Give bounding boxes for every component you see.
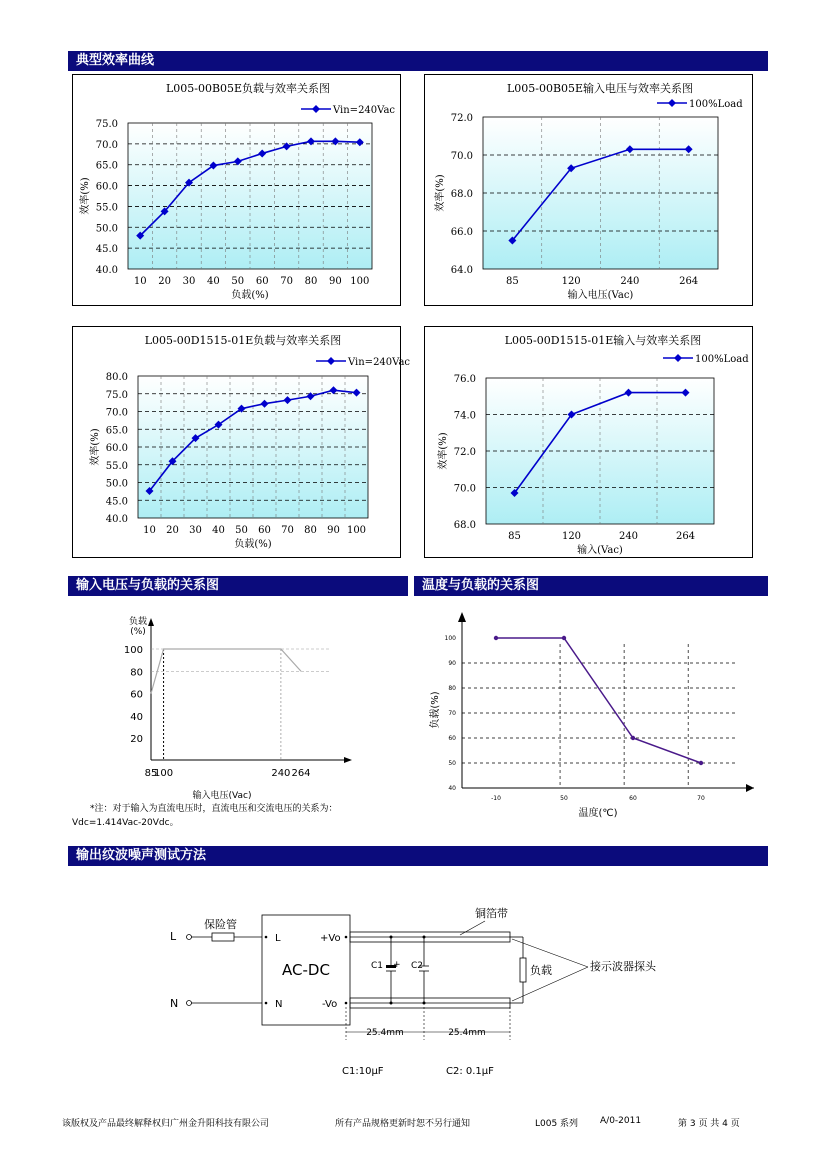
x-tick-label: -10 <box>491 795 501 802</box>
x-axis-label: 温度(℃) <box>578 808 618 819</box>
x-tick-label: 30 <box>189 525 202 536</box>
load-label: 负载 <box>530 964 552 977</box>
x-tick-label: 120 <box>561 276 581 287</box>
data-point <box>699 761 703 765</box>
fuse-label: 保险管 <box>204 918 237 931</box>
legend-marker <box>327 357 335 365</box>
x-tick-label: 10 <box>133 276 147 287</box>
temp-load-chart <box>414 600 768 830</box>
chart-3-box <box>72 326 411 558</box>
chart-4-svg <box>425 327 752 557</box>
y-tick-label: 60.0 <box>95 181 118 193</box>
x-tick-label: 80 <box>304 276 318 287</box>
chart-2-svg <box>425 75 752 305</box>
x-tick-label: 60 <box>258 525 271 536</box>
pin-neg-out: -Vo <box>322 999 338 1010</box>
line-L-label: L <box>170 930 177 943</box>
y-tick-label: 20 <box>130 734 143 745</box>
chart-2-box <box>424 74 753 306</box>
y-tick-label: 50.0 <box>105 478 128 490</box>
chart-title: L005-00D1515-01E负载与效率关系图 <box>144 334 342 347</box>
ac-dc-label: AC-DC <box>282 961 330 979</box>
chart-3-svg <box>73 327 411 557</box>
x-tick-label: 30 <box>182 276 196 287</box>
probe-label: 接示波器探头 <box>590 960 656 973</box>
y-tick-label: 66.0 <box>450 227 473 238</box>
y-tick-label: 65.0 <box>105 425 128 437</box>
y-tick-label: 68.0 <box>453 520 476 531</box>
y-tick-label: 60.0 <box>105 443 128 454</box>
svg-text:+: + <box>393 960 401 970</box>
y-tick-label: 70.0 <box>450 151 473 162</box>
legend-marker <box>668 99 676 107</box>
y-tick-label: 55.0 <box>105 460 128 472</box>
chart-title: L005-00B05E负载与效率关系图 <box>165 82 331 95</box>
x-tick-label: 40 <box>207 276 220 287</box>
ripple-test-circuit <box>160 895 720 1095</box>
data-point <box>562 636 566 640</box>
y-tick-label: 75.0 <box>105 389 128 401</box>
x-tick-label: 60 <box>629 795 637 802</box>
x-tick-label: 80 <box>304 525 317 536</box>
section-bar-ripple: 输出纹波噪声测试方法 <box>68 846 768 866</box>
chart-4-box <box>424 326 753 558</box>
x-tick-label: 90 <box>329 276 342 287</box>
footer-copyright: 该版权及产品最终解释权归广州金升阳科技有限公司 <box>62 1119 270 1129</box>
fuse-symbol <box>212 933 234 941</box>
x-tick-label: 10 <box>143 525 156 536</box>
x-tick-label: 120 <box>561 531 582 542</box>
x-tick-label: 85 <box>144 768 158 779</box>
x-tick-label: 100 <box>350 276 370 287</box>
y-axis-label: 效率(%) <box>435 174 446 212</box>
footer-page: 第 3 页 共 4 页 <box>678 1119 740 1129</box>
chart-title: L005-00B05E输入电压与效率关系图 <box>506 82 694 95</box>
x-tick-label: 90 <box>327 525 340 536</box>
y-tick-label: 55.0 <box>95 202 118 214</box>
y-tick-label: 80 <box>130 667 143 679</box>
section-bar-input-load: 输入电压与负载的关系图 <box>68 576 408 596</box>
x-tick-label: 264 <box>675 531 696 542</box>
dim-2-label: 25.4mm <box>448 1028 486 1038</box>
input-load-chart <box>68 600 408 800</box>
y-tick-label: 50 <box>448 760 456 767</box>
x-tick-label: 264 <box>291 768 311 779</box>
chart-1-svg <box>73 75 400 305</box>
footer-notice: 所有产品规格更新时恕不另行通知 <box>335 1119 471 1129</box>
x-tick-label: 70 <box>281 525 294 536</box>
y-axis-label: 效率(%) <box>90 428 101 466</box>
y-axis-unit: (%) <box>130 627 146 637</box>
x-tick-label: 70 <box>697 795 705 802</box>
x-tick-label: 85 <box>506 276 519 287</box>
c1-label: C1 <box>371 961 384 971</box>
x-tick-label: 60 <box>255 276 269 287</box>
pin-L: L <box>275 933 281 944</box>
x-axis-label: 输入电压(Vac) <box>567 290 634 301</box>
x-tick-label: 50 <box>560 795 568 802</box>
legend-label: 100%Load <box>689 99 743 110</box>
derating-line <box>496 638 701 763</box>
data-point <box>494 636 498 640</box>
y-tick-label: 70.0 <box>105 407 128 419</box>
y-tick-label: 100 <box>444 635 456 642</box>
y-tick-label: 60 <box>448 735 456 742</box>
y-tick-label: 40 <box>130 711 143 723</box>
y-tick-label: 76.0 <box>453 374 476 385</box>
y-tick-label: 75.0 <box>95 119 118 130</box>
x-tick-label: 240 <box>620 276 640 287</box>
x-tick-label: 240 <box>271 768 291 779</box>
dim-1-label: 25.4mm <box>366 1028 404 1038</box>
y-tick-label: 40.0 <box>105 514 128 525</box>
data-point <box>631 736 635 740</box>
y-axis-label: 负载(%) <box>430 691 441 729</box>
y-tick-label: 40.0 <box>95 265 118 276</box>
pin-pos-out: +Vo <box>320 933 341 944</box>
y-tick-label: 70 <box>448 710 456 717</box>
x-tick-label: 50 <box>235 525 248 536</box>
chart-1-box <box>72 74 401 306</box>
x-tick-label: 264 <box>679 276 699 287</box>
y-tick-label: 40 <box>448 785 456 792</box>
y-tick-label: 80.0 <box>105 372 128 383</box>
x-tick-label: 100 <box>346 525 367 536</box>
x-axis-label: 输入(Vac) <box>577 545 623 556</box>
legend-marker <box>312 105 320 113</box>
legend-marker <box>674 354 682 362</box>
legend-label: Vin=240Vac <box>333 105 396 116</box>
x-tick-label: 20 <box>158 276 171 287</box>
x-axis-label: 负载(%) <box>234 539 272 550</box>
legend-label: 100%Load <box>695 354 749 365</box>
y-tick-label: 45.0 <box>105 496 128 508</box>
y-axis-arrow <box>458 612 466 622</box>
x-tick-label: 50 <box>231 276 245 287</box>
note-line-2: Vdc=1.414Vac-20Vdc。 <box>72 818 179 828</box>
legend-label: Vin=240Vac <box>348 357 411 368</box>
y-tick-label: 70.0 <box>95 139 118 151</box>
y-tick-label: 70.0 <box>453 483 476 495</box>
x-axis-label: 输入电压(Vac) <box>192 791 252 801</box>
load-resistor <box>520 958 526 982</box>
c2-value: C2: 0.1μF <box>446 1066 494 1077</box>
y-tick-label: 72.0 <box>450 113 473 124</box>
y-axis-label: 效率(%) <box>80 177 91 215</box>
y-tick-label: 80 <box>448 685 456 692</box>
x-axis-label: 负载(%) <box>231 290 269 301</box>
c2-label: C2 <box>411 961 424 971</box>
y-axis-arrow <box>148 618 154 626</box>
y-tick-label: 74.0 <box>453 410 476 422</box>
footer-series: L005 系列 <box>535 1119 579 1129</box>
y-axis-label: 效率(%) <box>438 432 449 470</box>
y-tick-label: 72.0 <box>453 447 476 458</box>
pin-N: N <box>275 999 283 1010</box>
section-bar-efficiency: 典型效率曲线 <box>68 51 768 71</box>
note-line-1: *注：对于输入为直流电压时，直流电压和交流电压的关系为： <box>90 804 338 814</box>
x-axis-arrow <box>746 784 754 792</box>
x-tick-label: 100 <box>154 768 174 779</box>
x-tick-label: 85 <box>508 531 521 542</box>
y-tick-label: 90 <box>448 660 456 667</box>
x-tick-label: 240 <box>618 531 639 542</box>
y-tick-label: 64.0 <box>450 265 473 276</box>
copper-label: 铜箔带 <box>475 907 508 920</box>
y-tick-label: 65.0 <box>95 160 118 172</box>
x-axis-arrow <box>344 757 352 763</box>
x-tick-label: 20 <box>166 525 179 536</box>
y-axis-label: 负载 <box>128 617 148 627</box>
y-tick-label: 68.0 <box>450 189 473 200</box>
x-tick-label: 40 <box>212 525 225 536</box>
c1-value: C1:10μF <box>342 1066 384 1077</box>
section-bar-temp-load: 温度与负载的关系图 <box>414 576 768 596</box>
y-tick-label: 100 <box>123 645 143 656</box>
x-tick-label: 70 <box>280 276 293 287</box>
y-tick-label: 45.0 <box>95 244 118 256</box>
line-N-label: N <box>170 997 179 1010</box>
footer-rev: A/0-2011 <box>600 1116 642 1126</box>
chart-title: L005-00D1515-01E输入与效率关系图 <box>504 334 702 347</box>
y-tick-label: 60 <box>130 689 143 701</box>
y-tick-label: 50.0 <box>95 223 118 235</box>
